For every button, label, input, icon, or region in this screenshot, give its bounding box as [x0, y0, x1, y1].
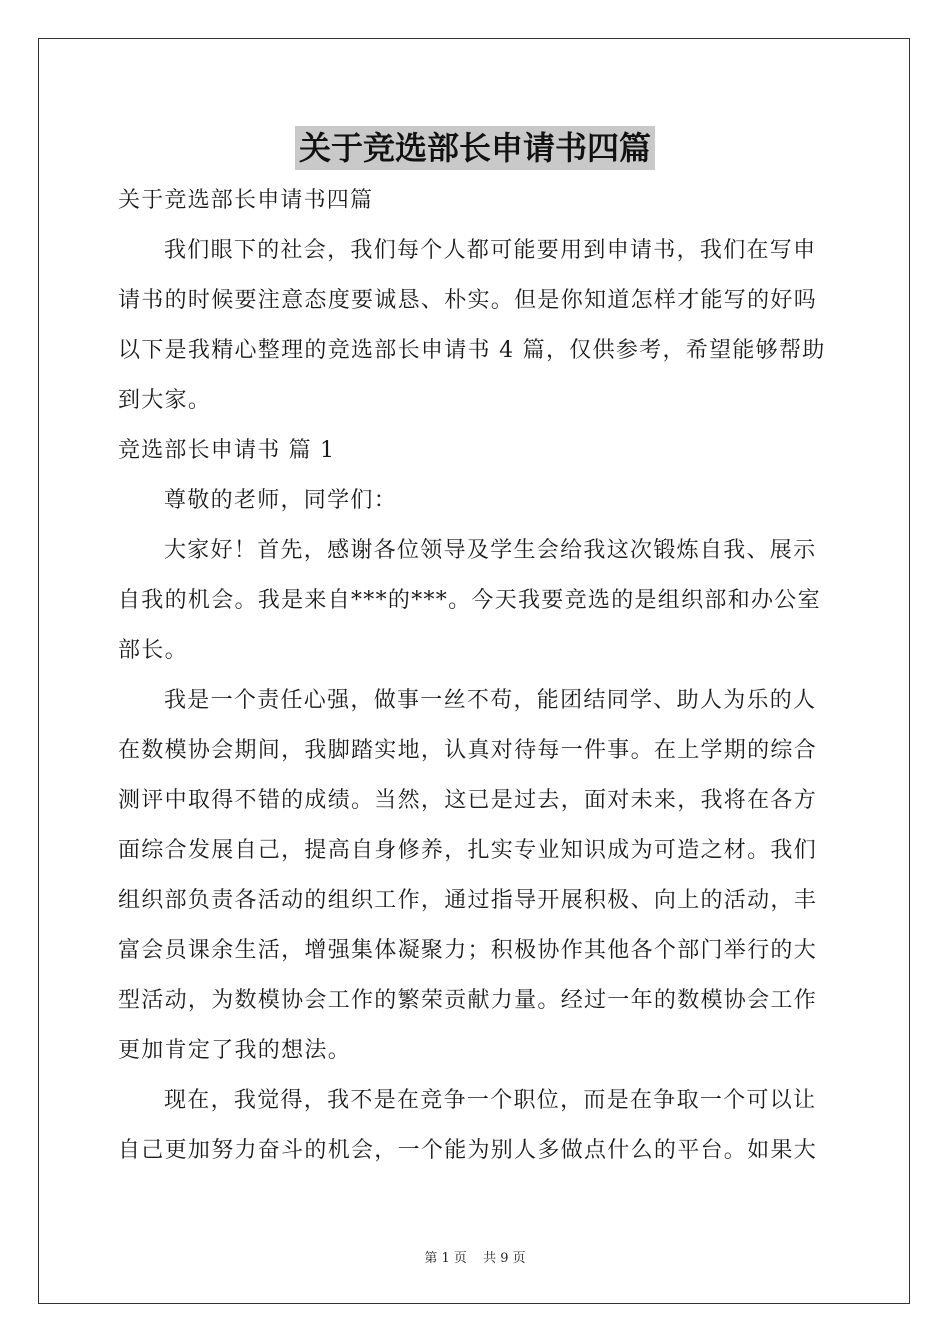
section-heading-1: 竞选部长申请书 篇 1 — [118, 438, 336, 463]
page-number-current: 第 1 页 — [424, 1251, 467, 1266]
title-wrap — [0, 126, 950, 170]
paragraph-subtitle: 关于竞选部长申请书四篇 — [118, 188, 374, 213]
document-body — [118, 176, 838, 1176]
paragraph-self-intro: 我是一个责任心强，做事一丝不苟，能团结同学、助人为乐的人在数模协会期间，我脚踏实地，认真对待每一件事。在上学期的综合测评中取得不错的成绩。当然，这已是过去，面对未来，我将在各方面综合发展自己，提高自身修养，扎实专业知识成为可造之材。我们组织部负责各活动的组织工作，通过指导开展积极、向上的活动，丰富会员课余生活，增强集体凝聚力；积极协作其他各个部门举行的大型活动，为数模协会工作的繁荣贡献力量。经过一年的数模协会工作更加肯定了我的想法。 — [118, 688, 818, 1063]
document-title: 关于竞选部长申请书四篇 — [295, 126, 655, 170]
paragraph-salutation: 尊敬的老师，同学们： — [164, 488, 398, 513]
page-footer — [0, 1247, 950, 1266]
page-number-total: 共 9 页 — [483, 1251, 526, 1266]
paragraph-now: 现在，我觉得，我不是在竞争一个职位，而是在争取一个可以让自己更加努力奋斗的机会，一个能为别人多做点什么的平台。如果大 — [118, 1088, 818, 1163]
paragraph-intro: 我们眼下的社会，我们每个人都可能要用到申请书，我们在写申请书的时候要注意态度要诚恳、朴实。但是你知道怎样才能写的好吗以下是我精心整理的竞选部长申请书 4 篇，仅供参考，希望能够帮助到大家。 — [118, 238, 826, 413]
paragraph-greeting: 大家好！首先，感谢各位领导及学生会给我这次锻炼自我、展示自我的机会。我是来自***的***。今天我要竞选的是组织部和办公室部长。 — [118, 538, 821, 663]
